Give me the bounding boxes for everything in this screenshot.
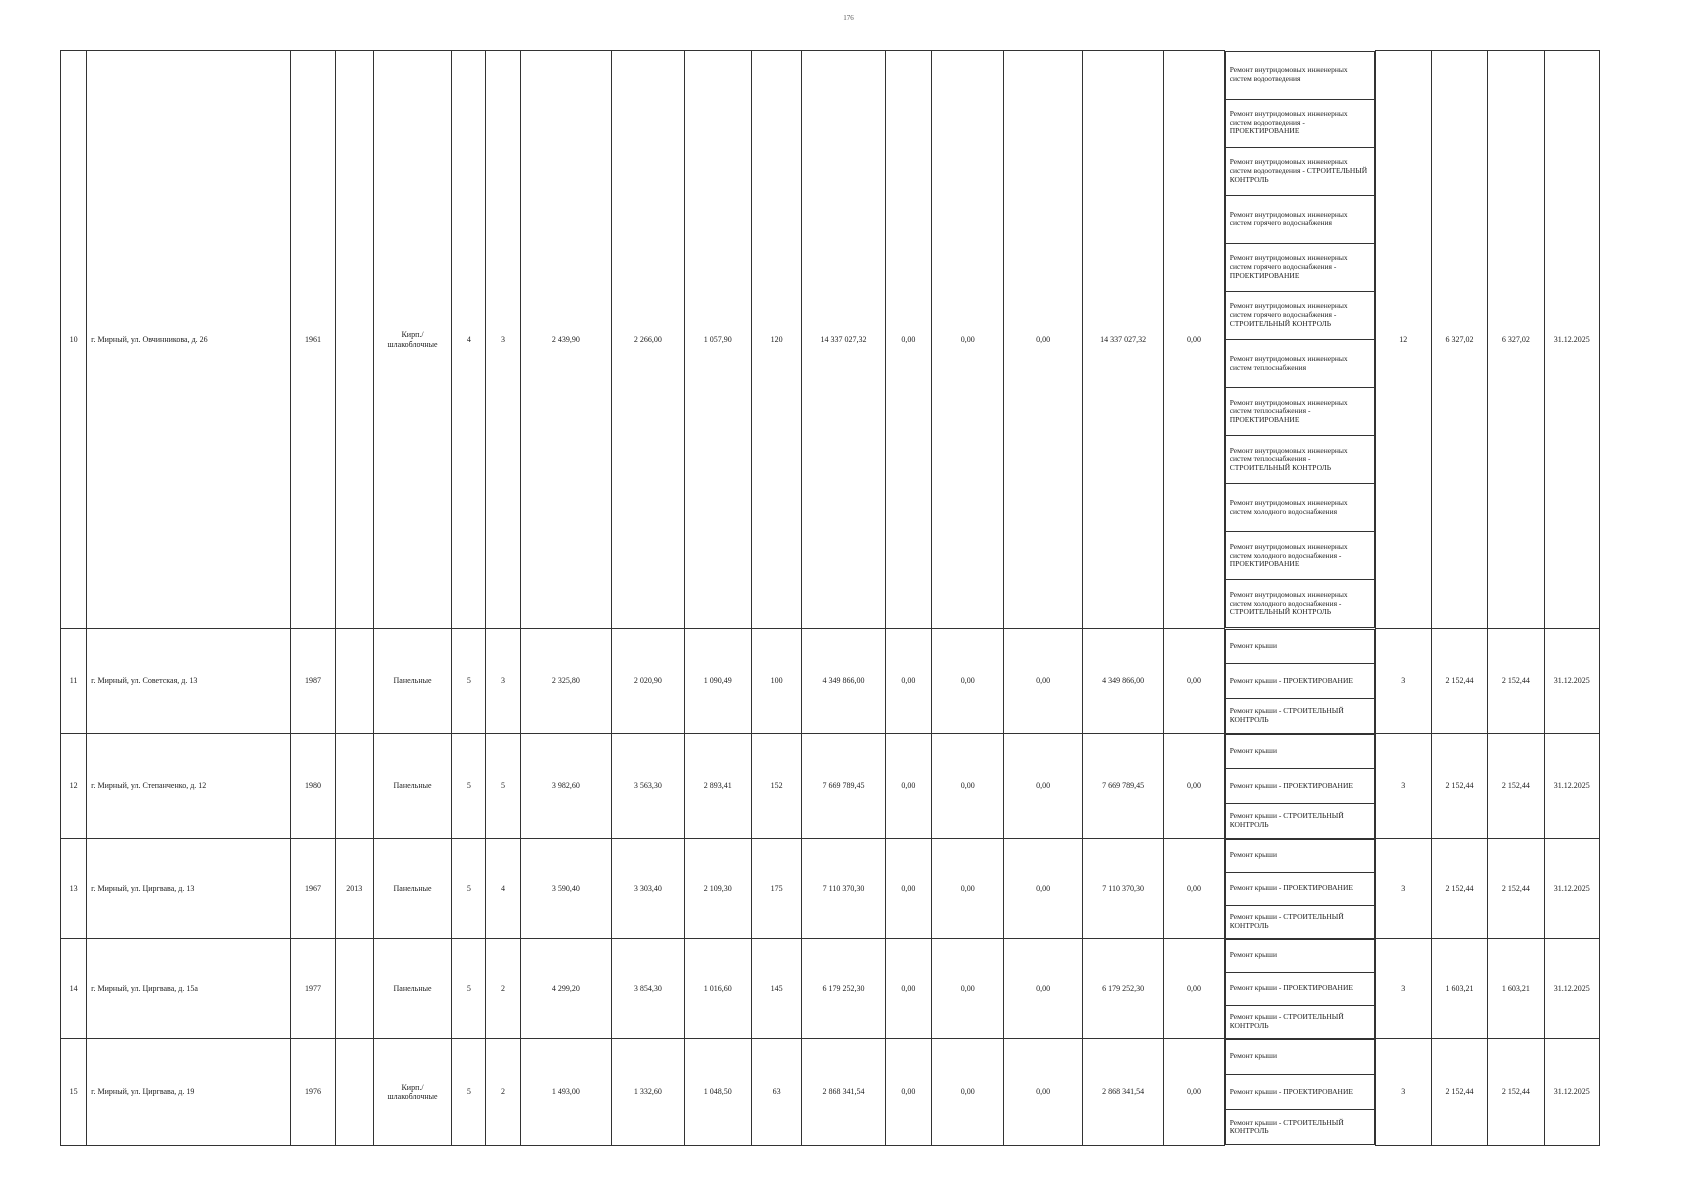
work-item-label: Ремонт внутридомовых инженерных систем холодного водоснабжения [1229,498,1348,516]
apartments-area-cell: 1 332,60 [612,1039,684,1146]
table-row [61,51,1600,629]
work-item-label: Ремонт внутридомовых инженерных систем водоотведения - СТРОИТЕЛЬНЫЙ КОНТРОЛЬ [1229,157,1368,184]
unit-cost-max-cell: 2 152,44 [1488,839,1544,939]
work-item-label: Ремонт крыши - СТРОИТЕЛЬНЫЙ КОНТРОЛЬ [1229,811,1344,829]
work-item [1225,734,1375,769]
owners-fund-cell: 7 669 789,45 [1082,734,1163,839]
floors-cell: 5 [452,939,486,1039]
living-area-cell: 2 893,41 [684,734,751,839]
regional-fund-cell: 0,00 [932,839,1004,939]
residents-cell: 63 [751,1039,801,1146]
work-item [1225,435,1375,483]
work-item [1225,195,1375,243]
work-item-label: Ремонт внутридомовых инженерных систем горячего водоснабжения [1229,209,1348,228]
work-item-label: Ремонт внутридомовых инженерных систем теплоснабжения - ПРОЕКТИРОВАНИЕ [1229,397,1348,424]
page-number: 176 [843,14,854,22]
work-item-label: Ремонт внутридомовых инженерных систем теплоснабжения - СТРОИТЕЛЬНЫЙ КОНТРОЛЬ [1229,445,1348,472]
total-area-cell: 2 439,90 [520,51,612,629]
work-item [1225,803,1375,839]
entrances-cell: 4 [486,839,520,939]
other-fund-cell: 0,00 [1164,51,1224,629]
wall-material-cell: Панельные [373,629,451,734]
federal-fund-cell: 0,00 [885,1039,931,1146]
table-row [61,734,1600,839]
apartments-area-cell: 2 020,90 [612,629,684,734]
work-item [1225,972,1375,1005]
apartments-area-cell: 3 303,40 [612,839,684,939]
work-item [1225,291,1375,339]
work-item-label: Ремонт крыши - ПРОЕКТИРОВАНИЕ [1229,780,1353,790]
work-count-cell: 3 [1375,629,1431,734]
address-cell: г. Мирный, ул. Степанченко, д. 12 [87,734,291,839]
unit-cost-max-cell: 1 603,21 [1488,939,1544,1039]
table-row [61,939,1600,1039]
unit-cost-max-cell: 2 152,44 [1488,629,1544,734]
year-repair-cell [335,734,373,839]
unit-cost-cell: 2 152,44 [1431,734,1487,839]
year-repair-cell: 2013 [335,839,373,939]
work-item [1225,1039,1375,1074]
work-item [1225,483,1375,531]
local-fund-cell: 0,00 [1004,734,1082,839]
total-cost-cell: 6 179 252,30 [802,939,885,1039]
floors-cell: 5 [452,1039,486,1146]
wall-material-cell: Панельные [373,939,451,1039]
row-number: 14 [61,939,87,1039]
floors-cell: 4 [452,51,486,629]
year-built-cell: 1976 [291,1039,335,1146]
living-area-cell: 1 090,49 [684,629,751,734]
residents-cell: 152 [751,734,801,839]
work-item [1225,1074,1375,1109]
works-list [1225,51,1375,629]
unit-cost-max-cell: 6 327,02 [1488,51,1544,629]
floors-cell: 5 [452,734,486,839]
residents-cell: 100 [751,629,801,734]
work-item [1225,663,1375,698]
table-row [61,1039,1600,1146]
total-area-cell: 3 982,60 [520,734,612,839]
apartments-area-cell: 3 854,30 [612,939,684,1039]
row-number: 15 [61,1039,87,1146]
work-item [1225,698,1375,734]
year-built-cell: 1961 [291,51,335,629]
deadline-cell: 31.12.2025 [1544,51,1599,629]
local-fund-cell: 0,00 [1004,1039,1082,1146]
unit-cost-cell: 6 327,02 [1431,51,1487,629]
work-item [1225,387,1375,435]
year-built-cell: 1977 [291,939,335,1039]
work-item [1225,243,1375,291]
regional-fund-cell: 0,00 [932,629,1004,734]
wall-material-cell: Кирп./ шлакоблочные [373,1039,451,1146]
work-item-label: Ремонт крыши [1229,641,1277,651]
row-number: 12 [61,734,87,839]
works-list [1225,839,1375,939]
works-cell [1224,1039,1375,1146]
entrances-cell: 2 [486,1039,520,1146]
work-item-label: Ремонт крыши [1229,950,1277,960]
work-item-label: Ремонт внутридомовых инженерных систем холодного водоснабжения - ПРОЕКТИРОВАНИЕ [1229,541,1348,569]
local-fund-cell: 0,00 [1004,629,1082,734]
address-cell: г. Мирный, ул. Циргвава, д. 19 [87,1039,291,1146]
regional-fund-cell: 0,00 [932,51,1004,629]
work-count-cell: 3 [1375,1039,1431,1146]
entrances-cell: 5 [486,734,520,839]
works-list [1225,1039,1375,1146]
regional-fund-cell: 0,00 [932,939,1004,1039]
apartments-area-cell: 3 563,30 [612,734,684,839]
total-area-cell: 1 493,00 [520,1039,612,1146]
deadline-cell: 31.12.2025 [1544,629,1599,734]
deadline-cell: 31.12.2025 [1544,839,1599,939]
deadline-cell: 31.12.2025 [1544,734,1599,839]
wall-material-cell: Панельные [373,839,451,939]
work-item-label: Ремонт крыши [1229,746,1277,756]
work-item [1225,531,1375,579]
work-item [1225,905,1375,939]
work-item [1225,768,1375,803]
work-item [1225,1109,1375,1145]
living-area-cell: 1 048,50 [684,1039,751,1146]
work-item [1225,872,1375,905]
work-count-cell: 12 [1375,51,1431,629]
work-item-label: Ремонт внутридомовых инженерных систем горячего водоснабжения - СТРОИТЕЛЬНЫЙ КОНТРОЛЬ [1229,301,1348,328]
other-fund-cell: 0,00 [1164,1039,1224,1146]
work-item-label: Ремонт крыши - ПРОЕКТИРОВАНИЕ [1229,1086,1353,1096]
total-area-cell: 4 299,20 [520,939,612,1039]
total-cost-cell: 4 349 866,00 [802,629,885,734]
federal-fund-cell: 0,00 [885,51,931,629]
wall-material-cell: Кирп./ шлакоблочные [373,51,451,629]
owners-fund-cell: 2 868 341,54 [1082,1039,1163,1146]
address-cell: г. Мирный, ул. Овчинникова, д. 26 [87,51,291,629]
work-item [1225,339,1375,387]
local-fund-cell: 0,00 [1004,939,1082,1039]
unit-cost-cell: 2 152,44 [1431,839,1487,939]
works-cell [1224,939,1375,1039]
work-item-label: Ремонт крыши [1229,1051,1277,1061]
work-item-label: Ремонт внутридомовых инженерных систем теплоснабжения [1229,353,1348,372]
work-item-label: Ремонт крыши - ПРОЕКТИРОВАНИЕ [1229,883,1353,893]
address-cell: г. Мирный, ул. Циргвава, д. 13 [87,839,291,939]
apartments-area-cell: 2 266,00 [612,51,684,629]
deadline-cell: 31.12.2025 [1544,1039,1599,1146]
federal-fund-cell: 0,00 [885,734,931,839]
regional-fund-cell: 0,00 [932,734,1004,839]
year-built-cell: 1967 [291,839,335,939]
federal-fund-cell: 0,00 [885,939,931,1039]
other-fund-cell: 0,00 [1164,629,1224,734]
year-built-cell: 1980 [291,734,335,839]
work-item-label: Ремонт внутридомовых инженерных систем горячего водоснабжения - ПРОЕКТИРОВАНИЕ [1229,253,1348,280]
row-number: 13 [61,839,87,939]
federal-fund-cell: 0,00 [885,629,931,734]
owners-fund-cell: 4 349 866,00 [1082,629,1163,734]
entrances-cell: 2 [486,939,520,1039]
work-item [1225,51,1375,99]
work-count-cell: 3 [1375,734,1431,839]
local-fund-cell: 0,00 [1004,839,1082,939]
row-number: 10 [61,51,87,629]
other-fund-cell: 0,00 [1164,939,1224,1039]
other-fund-cell: 0,00 [1164,839,1224,939]
work-item [1225,99,1375,147]
residents-cell: 175 [751,839,801,939]
unit-cost-cell: 1 603,21 [1431,939,1487,1039]
work-item-label: Ремонт крыши - СТРОИТЕЛЬНЫЙ КОНТРОЛЬ [1229,911,1344,930]
total-cost-cell: 7 110 370,30 [802,839,885,939]
living-area-cell: 2 109,30 [684,839,751,939]
work-item [1225,939,1375,972]
work-count-cell: 3 [1375,939,1431,1039]
residents-cell: 120 [751,51,801,629]
year-repair-cell [335,1039,373,1146]
works-cell [1224,51,1375,629]
work-item-label: Ремонт внутридомовых инженерных систем холодного водоснабжения - СТРОИТЕЛЬНЫЙ КОНТРОЛЬ [1229,589,1348,617]
address-cell: г. Мирный, ул. Советская, д. 13 [87,629,291,734]
works-list [1225,734,1375,839]
total-cost-cell: 2 868 341,54 [802,1039,885,1146]
work-item-label: Ремонт внутридомовых инженерных систем водоотведения [1229,65,1348,84]
local-fund-cell: 0,00 [1004,51,1082,629]
year-repair-cell [335,51,373,629]
owners-fund-cell: 6 179 252,30 [1082,939,1163,1039]
living-area-cell: 1 016,60 [684,939,751,1039]
unit-cost-cell: 2 152,44 [1431,629,1487,734]
works-list [1225,939,1375,1039]
total-area-cell: 2 325,80 [520,629,612,734]
total-cost-cell: 7 669 789,45 [802,734,885,839]
residents-cell: 145 [751,939,801,1039]
table-row [61,839,1600,939]
row-number: 11 [61,629,87,734]
work-item-label: Ремонт крыши - ПРОЕКТИРОВАНИЕ [1229,983,1353,993]
works-list [1225,629,1375,734]
works-cell [1224,839,1375,939]
address-cell: г. Мирный, ул. Циргвава, д. 15а [87,939,291,1039]
unit-cost-max-cell: 2 152,44 [1488,1039,1544,1146]
total-cost-cell: 14 337 027,32 [802,51,885,629]
work-item [1225,1005,1375,1039]
repair-program-table [60,50,1600,1146]
owners-fund-cell: 7 110 370,30 [1082,839,1163,939]
work-item [1225,839,1375,872]
floors-cell: 5 [452,839,486,939]
other-fund-cell: 0,00 [1164,734,1224,839]
owners-fund-cell: 14 337 027,32 [1082,51,1163,629]
work-item-label: Ремонт крыши - ПРОЕКТИРОВАНИЕ [1229,675,1353,685]
year-built-cell: 1987 [291,629,335,734]
year-repair-cell [335,629,373,734]
work-item-label: Ремонт крыши - СТРОИТЕЛЬНЫЙ КОНТРОЛЬ [1229,1117,1344,1136]
regional-fund-cell: 0,00 [932,1039,1004,1146]
total-area-cell: 3 590,40 [520,839,612,939]
table-row [61,629,1600,734]
work-item-label: Ремонт крыши [1229,850,1277,860]
federal-fund-cell: 0,00 [885,839,931,939]
work-item-label: Ремонт внутридомовых инженерных систем водоотведения - ПРОЕКТИРОВАНИЕ [1229,109,1348,136]
unit-cost-cell: 2 152,44 [1431,1039,1487,1146]
living-area-cell: 1 057,90 [684,51,751,629]
works-cell [1224,629,1375,734]
entrances-cell: 3 [486,51,520,629]
entrances-cell: 3 [486,629,520,734]
work-item-label: Ремонт крыши - СТРОИТЕЛЬНЫЙ КОНТРОЛЬ [1229,1011,1344,1030]
work-item [1225,579,1375,628]
work-count-cell: 3 [1375,839,1431,939]
year-repair-cell [335,939,373,1039]
deadline-cell: 31.12.2025 [1544,939,1599,1039]
unit-cost-max-cell: 2 152,44 [1488,734,1544,839]
work-item-label: Ремонт крыши - СТРОИТЕЛЬНЫЙ КОНТРОЛЬ [1229,706,1344,724]
wall-material-cell: Панельные [373,734,451,839]
work-item [1225,629,1375,664]
works-cell [1224,734,1375,839]
work-item [1225,147,1375,195]
floors-cell: 5 [452,629,486,734]
